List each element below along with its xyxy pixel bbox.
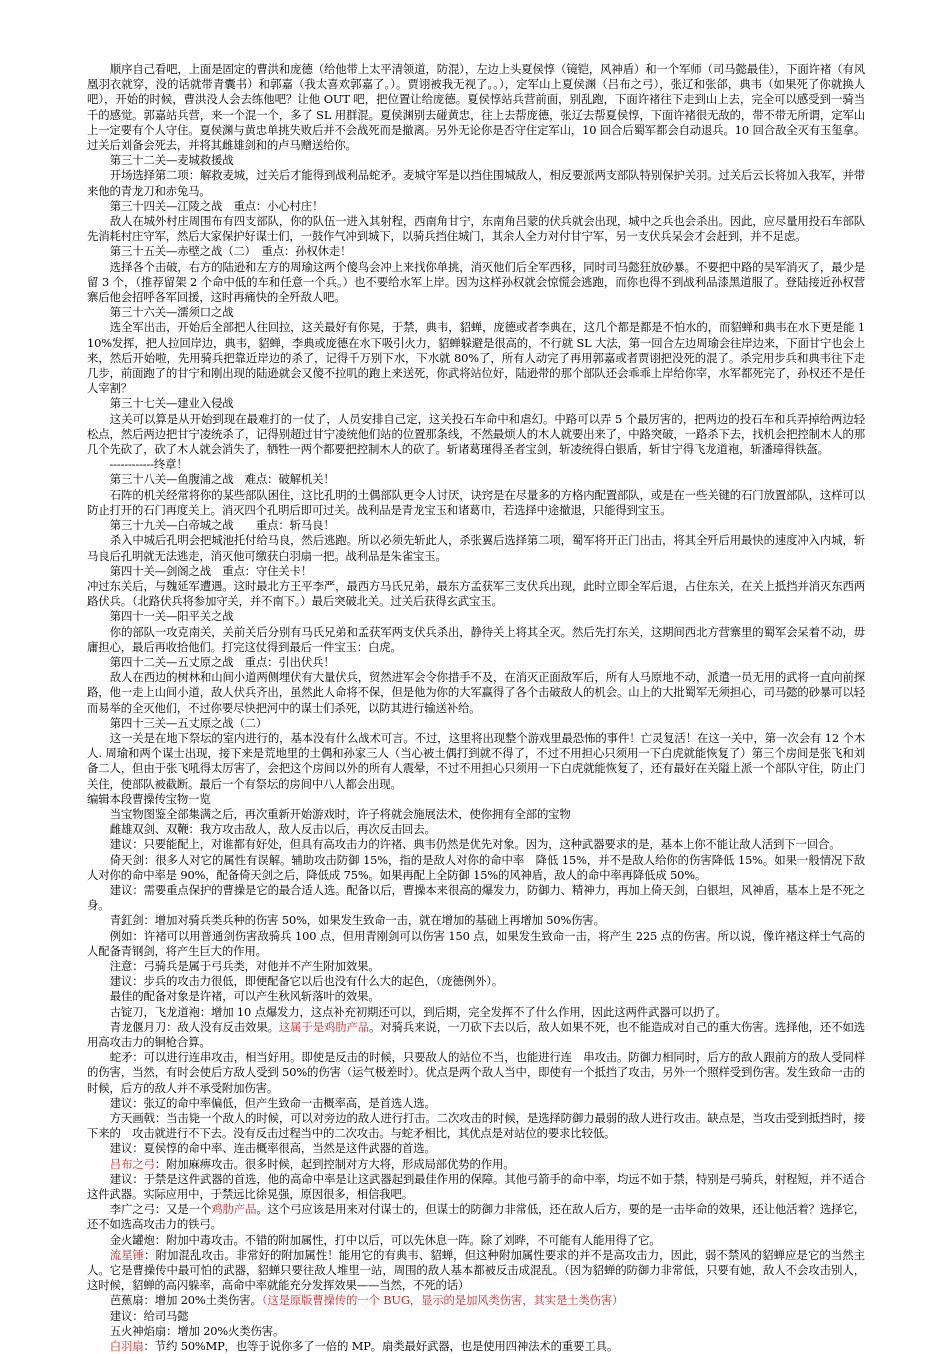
paragraph — [87, 792, 865, 807]
paragraph-text: 选全军出击，开始后全部把人往回拉，这关最好有你晃，于禁，典韦，貂蝉，庞德或者李典在，这几个都是都是不怕水的，而貂蝉和典韦在水下更是能 110%发挥，把人拉回岸边，典韦，貂蝉，李典或庞德在水下吸引火力，貂蝉躲避是很高的，不行就 SL 大法，第一回合左边周瑜会往岸边来，下面甘宁也会上来，然后开始啦，先用骑兵把靠近岸边的杀了，记得千万别下水，下水就 80%了，所有人动完了再用郭嘉或者贾诩把没死的混了。杀完用步兵和典韦往下走几步，前面跑了的甘宁和刚出现的陆逊就会又傻不拉叽的跑上来送死，你武将站位好，陆逊带的那个部队还会乖乖上岸给你宰，水军都死完了，孙权还不是任人宰割？ — [87, 320, 865, 396]
paragraph-text: 雌雄双剑、双鞭：我方攻击敌人，敌人反击以后，再次反击回去。 — [109, 822, 436, 837]
paragraph-text: 这一关是在地下祭坛的室内进行的，基本没有什么战术可言。不过，这里将出现整个游戏里最恐怖的事件！亡灵复活！在这一关中，第一次会有 12 个木人. 周瑜和两个谋士出现，接下来是荒地里的土偶和孙家三人（当心被土偶打到就不得了，不过不用担心只须用一下白虎就能恢复了）第三个房间是张飞和刘备二人，但由于张飞吼得太厉害了，会把这个房间以外的所有人震晕，不过不用担心只须用一下白虎就能恢复了，还有最好在关隘上派一个部队守住，防止门关住，使部队被截断。最后一个有祭坛的房间中八人都会出现。 — [87, 730, 865, 791]
section-heading — [87, 609, 865, 624]
paragraph — [87, 670, 865, 716]
paragraph — [87, 822, 865, 837]
paragraph-text: 第四十一关—阳平关之战 — [109, 609, 234, 624]
paragraph — [87, 1293, 865, 1308]
paragraph-text: 第四十二关—五丈原之战 重点：引出伏兵！ — [109, 654, 335, 669]
paragraph-text: ：附加混乱攻击。非常好的附加属性！能用它的有典韦、貂蝉，但这种附加属性要求的并不是高攻击力，因此，弱不禁风的貂蝉应是它的当然主人。它是曹操传中最可怕的武器，貂蝉只要往敌人堆里一站，周围的敌人基本都被反击成混乱。（因为貂蝉的防御力非常低，只要有她，敌人不会攻击别人，这时候，貂蝉的高闪躲率，高命中率就能充分发挥效果——当然，不死的话） — [87, 1247, 865, 1293]
paragraph-text: 第三十二关—麦城救援战 — [109, 153, 234, 168]
paragraph-text: 当宝物图鉴全部集满之后，再次重新开始游戏时，许子将就会施展法术，使你拥有全部的宝物 — [109, 806, 571, 821]
highlighted-text: 这属于是鸡肋产品 — [278, 1019, 370, 1034]
paragraph-text: 例如：许褚可以用普通剑伤害敌骑兵 100 点，但用青刚剑可以伤害 150 点，如果发生致命一击，将产生 225 点的伤害。所以说，像许褚这样士气高的人配备青钢剑，将产生巨大的作用。 — [87, 928, 865, 958]
paragraph-text: 第三十四关—江陵之战 重点：小心村庄！ — [109, 198, 324, 213]
paragraph — [87, 214, 865, 244]
paragraph-text: ：节约 50%MP，也等于说你多了一倍的 MP。扇类最好武器，也是使用四神法术的重要工具。 — [143, 1339, 619, 1354]
highlighted-text: 吕布之弓 — [109, 1156, 155, 1171]
paragraph — [87, 1309, 865, 1324]
section-heading — [87, 199, 865, 214]
paragraph — [87, 412, 865, 458]
paragraph-text: 建议：于禁是这件武器的首选，他的高命中率是让这武器起到最佳作用的保障。其他弓箭手的命中率，均远不如于禁，特别是弓骑兵，射程短，并不适合这件武器。实际应用中，于禁远比徐晃强，原因很多，相信我吧。 — [87, 1171, 865, 1202]
paragraph-text: 第三十九关—白帝城之战 重点：斩马良！ — [109, 518, 335, 533]
highlighted-text: 鸡肋产品 — [211, 1202, 257, 1217]
section-heading — [87, 564, 865, 579]
paragraph-text: ：附加麻痹攻击。很多时候，起到控制对方大将，形成局部优势的作用。 — [154, 1156, 515, 1171]
paragraph-text: 这关可以算是从开始到现在最难打的一仗了，人员安排自己定，这关投石车命中和虐幻。中路可以弄 5 个最厉害的，把两边的投石车和兵弄掉给两边轻松点，然后两边把甘宁凌统杀了，记得别超过甘宁凌统他们站的位置那条线，不然最烦人的木人就要出来了，中路突破，一路杀下去，找机会把控制木人的那几个先砍了，砍了木人就会消失了，牺牲一两个都要把控制木人的砍了。斩诸葛瑾得圣者宝剑，斩凌统得白银盾，斩甘宁得飞龙道袍，斩潘璋得铁盔。 — [87, 411, 865, 457]
paragraph-text: 。对骑兵来说，一刀砍下去以后，敌人如果不死，也不能造成对自己的重大伤害。选择他，还不如选用高攻击力的铜枪合算。 — [87, 1019, 865, 1049]
paragraph-text: 建议：只要能配上，对谁都有好处，但具有高攻击力的许褚、典韦仍然是优先对象。因为，这种武器要求的是，基本上你不能让敌人活到下一回合。 — [109, 837, 841, 852]
paragraph — [87, 625, 865, 655]
paragraph — [87, 1233, 865, 1248]
paragraph-text: 开场选择第二项：解救麦城，过关后才能得到战利品蛇矛。麦城守军是以挡住围城敌人，相反要派两支部队特别保护关羽。过关后云长将加入我军，并带来他的青龙刀和赤兔马。 — [87, 168, 865, 198]
paragraph-text: 建议：给司马懿 — [109, 1308, 189, 1323]
paragraph-text: 青龙偃月刀：敌人没有反击效果。 — [109, 1019, 279, 1034]
paragraph-text: 芭蕉扇：增加 20%土类伤害。 — [109, 1293, 262, 1308]
paragraph-text: 编辑本段曹操传宝物一览 — [87, 791, 211, 806]
highlighted-text: （这是原版曹操传的一个 BUG，显示的是加风类伤害，其实是土类伤害） — [261, 1293, 624, 1308]
paragraph — [87, 731, 865, 792]
section-heading — [87, 518, 865, 533]
paragraph-text: 建议：需要重点保护的曹操是它的最合适人选。配备以后，曹操本来很高的爆发力，防御力、精神力，再加上倚天剑，白银坦，风神盾，基本上是不死之身。 — [87, 882, 865, 913]
highlighted-text: 白羽扇 — [109, 1339, 144, 1354]
paragraph-text: 石阵的机关经常将你的某些部队困住，这比孔明的土偶部队更令人讨厌，诀窍是在尽量多的方格内配置部队，或是在一些关键的石门放置部队，这样可以防止打开的石门再度关上。消灭四个孔明后即可过关。战利品是青龙宝玉和诸葛巾，若选择中途撤退，只能得到宝玉。 — [87, 487, 865, 517]
paragraph-text: 第四十三关—五丈原之战（二） — [109, 715, 268, 730]
paragraph — [87, 1111, 865, 1141]
paragraph — [87, 579, 865, 609]
paragraph — [87, 457, 865, 472]
paragraph — [87, 1141, 865, 1156]
paragraph-text: 第三十六关—濡须口之战 — [109, 305, 234, 320]
paragraph-text: 第三十八关—鱼腹浦之战 难点：破解机关！ — [109, 472, 335, 487]
paragraph-text: 。这个弓应该是用来对付谋士的，但谋士的防御力非常低，还在敌人后方，要的是一击毕命的效果，还让他活着？选择它，还不如选高攻击力的铁弓。 — [87, 1202, 865, 1232]
paragraph — [87, 533, 865, 563]
paragraph — [87, 1202, 865, 1232]
paragraph — [87, 989, 865, 1004]
paragraph-text: 你的部队一攻克南关，关前关后分别有马氏兄弟和孟获军两支伏兵杀出，静待关上将其全灭。然后先打东关，这期间西北方营寨里的蜀军会呆着不动，毋庸担心，最后再收拾他们。打完这仗得到最后一件宝玉：白虎。 — [87, 624, 865, 654]
paragraph — [87, 1324, 865, 1339]
paragraph-text: 冲过东关后，与魏延军遭遇。这时最北方王平李严，最西方马氏兄弟，最东方孟获军三支伏兵出现，此时立即全军后退，占住东关，在关上抵挡并消灭东西两路伏兵。（北路伏兵将参加守关，并不南下。）最后突破北关。过关后获得玄武宝玉。 — [87, 578, 865, 609]
paragraph-text: 最佳的配备对象是许褚，可以产生秋风斩落叶的效果。 — [109, 989, 380, 1004]
paragraph-text: 李广之弓：又是一个 — [109, 1202, 212, 1217]
paragraph — [87, 1005, 865, 1020]
paragraph — [87, 807, 865, 822]
paragraph-text: 注意：弓骑兵是属于弓兵类，对他并不产生附加效果。 — [109, 958, 380, 973]
paragraph-text: 第四十关—剑阁之战 重点：守住关卡！ — [109, 563, 313, 578]
paragraph-text: 金火罐炮：附加中毒攻击。不错的附加属性，打中以后，可以先休息一阵。除了刘晔，不可能有人能用得了它。 — [109, 1232, 661, 1247]
paragraph — [87, 883, 865, 913]
paragraph — [87, 1157, 865, 1172]
paragraph-text: 青釭剑：增加对骑兵类兵种的伤害 50%，如果发生致命一击，就在增加的基础上再增加 50%伤害。 — [109, 913, 605, 928]
paragraph — [87, 1172, 865, 1202]
paragraph-text: 倚天剑：很多人对它的属性有误解。辅助攻击防御 15%，指的是敌人对你的命中率 降低 15%，并不是敌人给你的伤害降低 15%。如果一般情况下敌人对你的命中率是 90%，配备倚天剑之后，降低成 75%。如果再配上全防御 15%的风神盾，敌人的命中率再降低成 50%。 — [87, 852, 865, 882]
section-heading — [87, 396, 865, 411]
paragraph-text: 敌人在西边的树林和山间小道两侧埋伏有大量伏兵，贸然进军会令你措手不及，在消灭正面敌军后，所有人马原地不动，派遣一员无用的武将一直向前探路，他一走上山间小道，敌人伏兵齐出，虽然此人命将不保，但是他为你的大军赢得了各个击破敌人的机会。山上的大批蜀军无须担心，司马懿的砂暴可以轻而易举的全灭他们，不过你要尽快把河中的谋士们杀死，以防其进行输送补给。 — [87, 670, 865, 715]
paragraph — [87, 488, 865, 518]
paragraph — [87, 1096, 865, 1111]
section-heading — [87, 472, 865, 487]
paragraph-text: 方天画戟：当击毙一个敌人的时候，可以对旁边的敌人进行打击。二次攻击的时候，是选择防御力最弱的敌人进行攻击。缺点是，当攻击受到抵挡时，接下来的 攻击就进行不下去。没有反击过程当中的二次攻击。与蛇矛相比，其优点是对站位的要求比较低。 — [87, 1111, 865, 1141]
paragraph — [87, 260, 865, 306]
paragraph — [87, 1248, 865, 1294]
paragraph-text: 建议：张辽的命中率偏低，但产生致命一击概率高，是首选人选。 — [109, 1095, 436, 1110]
paragraph-text: 蛇矛：可以进行连串攻击，相当好用。即使是反击的时候，只要敌人的站位不当，也能进行连 串攻击。防御力相同时，后方的敌人跟前方的敌人受同样的伤害，当然，有时会使后方敌人受到 50%的伤害（运气极差时）。优点是两个敌人当中，即使有一个抵挡了攻击，另外一个照样受到伤害。发生致命一击的时候，后方的敌人并不承受附加伤害。 — [87, 1050, 865, 1095]
section-heading — [87, 655, 865, 670]
paragraph-text: 第三十五关—赤壁之战（二） 重点：孙权休走！ — [109, 244, 352, 259]
paragraph-text: 第三十七关—建业入侵战 — [109, 396, 234, 411]
paragraph-text: 建议：夏侯惇的命中率、连击概率很高，当然是这件武器的首选。 — [109, 1141, 436, 1156]
paragraph — [87, 62, 865, 153]
paragraph-text: 古锭刀，飞龙道袍：增加 10 点爆发力，这点补充初期还可以，到后期，完全发挥不了什么作用，因此这两件武器可以扔了。 — [109, 1004, 727, 1019]
paragraph — [87, 929, 865, 959]
highlighted-text: 流星锤 — [109, 1247, 145, 1262]
section-heading — [87, 305, 865, 320]
paragraph — [87, 320, 865, 396]
section-heading — [87, 153, 865, 168]
document-body — [87, 62, 865, 1354]
paragraph-text: ------------终章！ — [87, 457, 188, 472]
paragraph — [87, 837, 865, 852]
paragraph-text: 五火神焰扇：增加 20%火类伤害。 — [109, 1323, 285, 1338]
paragraph — [87, 168, 865, 198]
section-heading — [87, 716, 865, 731]
paragraph — [87, 1050, 865, 1096]
paragraph — [87, 853, 865, 883]
paragraph-text: 建议：步兵的攻击力很低，即便配备它以后也没有什么大的起色，（庞德例外）。 — [109, 974, 504, 989]
section-heading — [87, 244, 865, 259]
paragraph — [87, 959, 865, 974]
paragraph — [87, 974, 865, 989]
paragraph — [87, 1020, 865, 1050]
paragraph-text: 顺序自己看吧，上面是固定的曹洪和庞德（给他带上太平清领道，防混），左边上头夏侯惇（镜铠，风神盾）和一个军师（司马懿最佳），下面许褚（有风凰羽衣就穿，没的话就带青囊书）和郭嘉（我太喜欢郭嘉了。）。贾诩被我无视了。。），定军山上夏侯渊（吕布之弓），张辽和张郃，典韦（如果死了你就换人吧），开始的时候，曹洪没人会去练他吧？让他 OUT 吧，把位置让给庞德。夏侯惇站兵营前面，别乱跑，下面许褚往下走到山上去，完全可以感受到一骑当千的感觉。郭嘉站兵营，来一个混一个，多了 SL 用群混。夏侯渊别去碰黄忠，往上去帮庞德，张辽去帮夏侯惇，下面许褚很无敌的，带不带无所谓，定军山上一定要有个人守住。夏侯渊与黄忠单挑失败后并不会战死而是撤离。另外无论你是否守住定军山，10 回合后蜀军都会自动退兵。10 回合敌全灭有玉玺拿。过关后刘备会死去，并将其雌雄剑和的卢马赠送给你。 — [87, 62, 865, 153]
paragraph-text: 敌人在城外村庄周围布有四支部队，你的队伍一进入其射程，西南角甘宁，东南角吕蒙的伏兵就会出现，城中之兵也会杀出。因此，应尽量用投石车部队先消耗村庄守军，然后大家保护好谋士们，一鼓作气冲到城下，以骑兵挡住城门，其余人全力对付甘宁军，另一支伏兵呆会才会赶到，并不足虑。 — [87, 214, 865, 244]
paragraph-text: 选择各个击破，右方的陆逊和左方的周瑜这两个傻鸟会冲上来找你单挑，消灭他们后全军西移，同时司马懿狂放砂暴。不要把中路的吴军消灭了，最少是留 3 个，（推荐留架 2 个命中低的车和任意一个兵。）也不要给水军上岸。因为这样孙权就会惊慌会逃跑，而你也得不到战利品漆黑道服了。登陆接近孙权营寨后他会招呼各军回援，这时再痛快的全歼敌人吧。 — [87, 259, 865, 305]
paragraph-text: 杀入中城后孔明会把城池托付给马良，然后逃跑。所以必须先斩此人，杀张翼后选择第二项，蜀军将开正门出击，将其全歼后用最快的速度冲入内城，斩马良后孔明就无法逃走，消灭他可缴获白羽扇一把。战利品是朱雀宝玉。 — [87, 533, 865, 563]
paragraph — [87, 1339, 865, 1354]
paragraph — [87, 913, 865, 928]
